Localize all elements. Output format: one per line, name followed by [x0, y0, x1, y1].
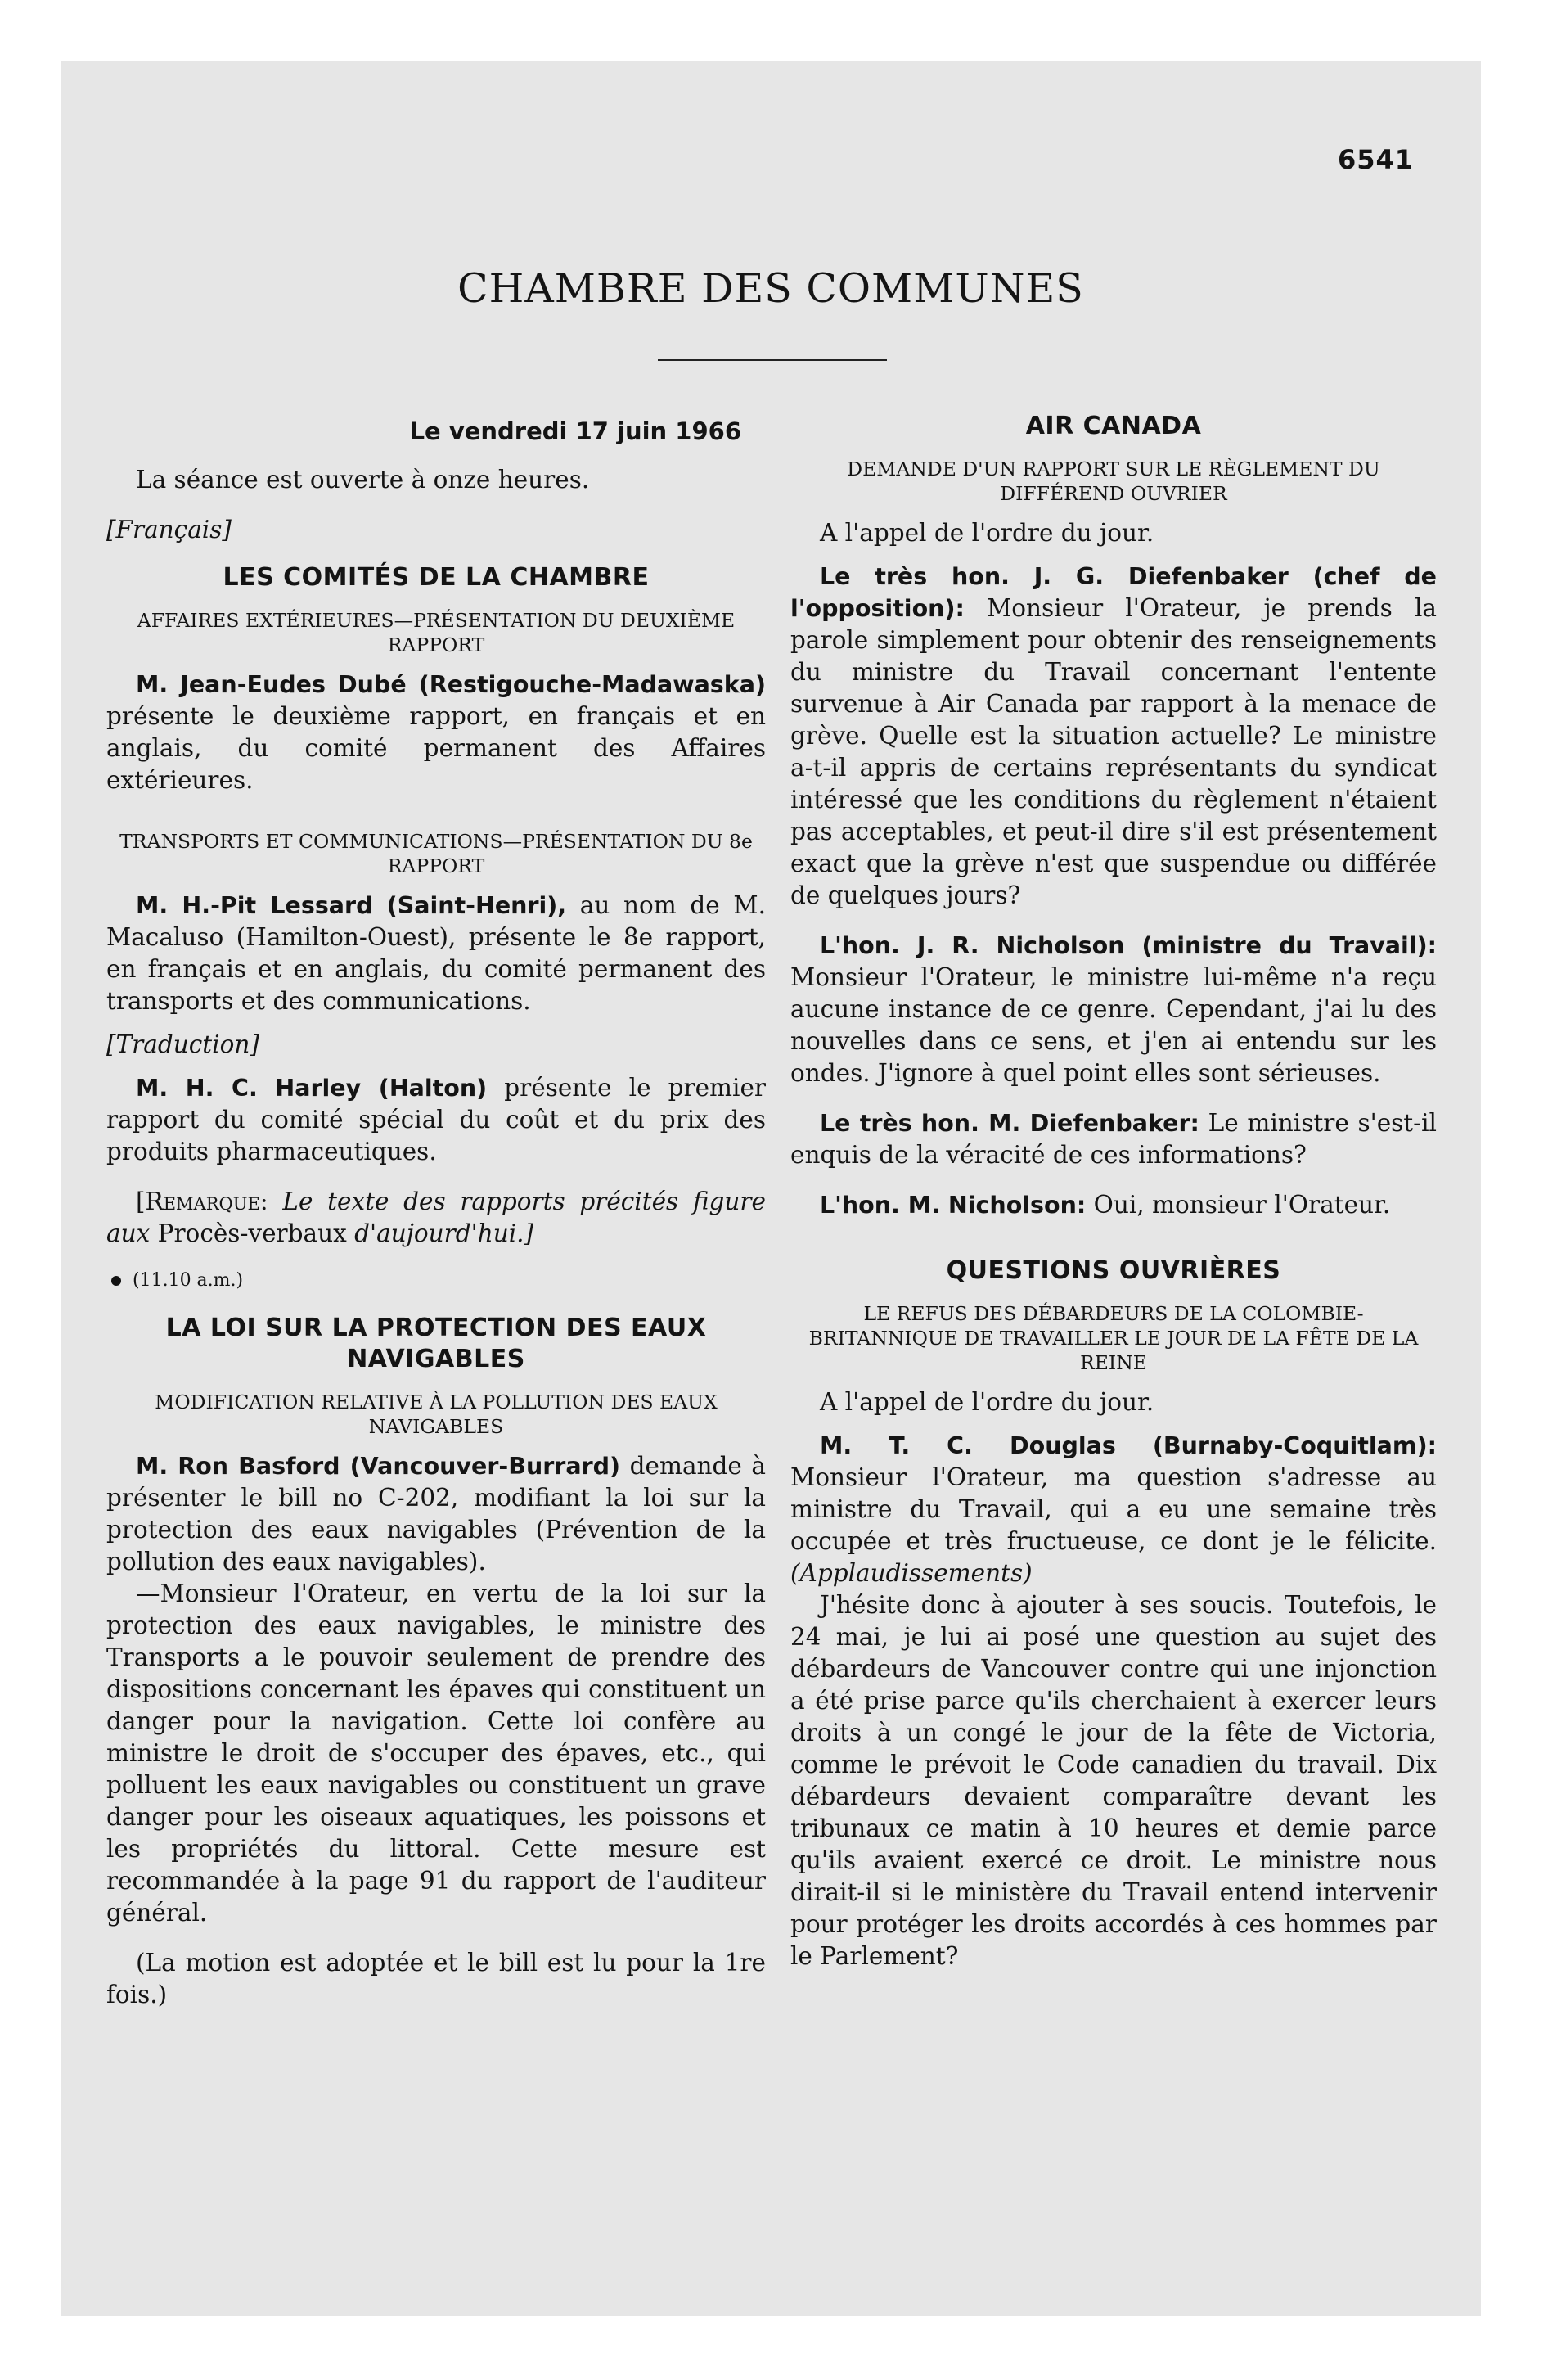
- text-basford: demande à présenter le bill no C-202, modifiant la loi sur la protection des eaux navigables (Prévention de la pollution des eaux navigables).: [106, 1452, 767, 1575]
- subheading-external-affairs: AFFAIRES EXTÉRIEURES—PRÉSENTATION DU DEUXIÈME RAPPORT: [137, 609, 736, 656]
- bullet-icon: [111, 1276, 121, 1286]
- text-nicholson: Monsieur l'Orateur, le ministre lui-même n'a reçu aucune instance de ce genre. Cependant, j'ai lu des nouvelles dans ce sens, et j'en ai entendu sur les ondes. J'ignore à quel point elles sont sérieuses.: [790, 963, 1437, 1087]
- page-title: CHAMBRE DES COMMUNES: [457, 265, 1084, 312]
- speaker-lessard: M. H.-Pit Lessard (Saint-Henri),: [136, 892, 567, 919]
- paragraph-diefenbaker-2: [790, 1107, 1437, 1171]
- paragraph-douglas-2: J'hésite donc à ajouter à ses soucis. Toutefois, le 24 mai, je lui ai posé une question au sujet des débardeurs de Vancouver contre qui une injonction a été prise parce qu'ils cherchaient à exercer leurs droits à un congé le jour de la fête de Victoria, comme le prévoit le Code canadien du travail. Dix débardeurs devaient comparaître devant les tribunaux ce matin à 10 heures et demie parce qu'ils avaient exercé ce droit. Le ministre nous dirait-il si le ministère du Travail entend intervenir pour protéger les droits accordés à ces hommes par le Parlement?: [790, 1591, 1437, 1970]
- section-heading-committees: LES COMITÉS DE LA CHAMBRE: [223, 563, 650, 592]
- subheading-labour-dispute: DEMANDE D'UN RAPPORT SUR LE RÈGLEMENT DU DIFFÉREND OUVRIER: [847, 458, 1380, 505]
- remark-note: [Remarque: Le texte des rapports précités figure aux Procès-verbaux d'aujourd'hui.]: [106, 1188, 766, 1247]
- text-douglas: Monsieur l'Orateur, ma question s'adresse au ministre du Travail, qui a eu une semaine très occupée et très fructueuse, ce dont je le félicite.: [790, 1463, 1437, 1555]
- paragraph-nicholson-2: [790, 1189, 1437, 1221]
- paragraph-douglas: [790, 1430, 1437, 1589]
- paragraph-harley: [106, 1072, 766, 1168]
- text-diefenbaker-2: Le ministre s'est-il enquis de la véracité de ces informations?: [790, 1109, 1437, 1169]
- sitting-date: Le vendredi 17 juin 1966: [409, 417, 741, 445]
- text-lessard: au nom de M. Macaluso (Hamilton-Ouest), présente le 8e rapport, en français et en anglais, du comité permanent des transports et des communications.: [106, 891, 766, 1015]
- right-column: [790, 404, 1437, 1972]
- applause-note: (Applaudissements): [790, 1559, 1033, 1587]
- page-number: 6541: [1337, 144, 1414, 175]
- paragraph-basford: [106, 1450, 766, 1578]
- text-harley: présente le premier rapport du comité spécial du coût et du prix des produits pharmaceutiques.: [106, 1074, 767, 1165]
- speaker-harley: M. H. C. Harley (Halton): [136, 1075, 488, 1102]
- order-of-day-1: A l'appel de l'ordre du jour.: [820, 519, 1154, 547]
- speaker-nicholson: L'hon. J. R. Nicholson (ministre du Travail):: [820, 932, 1437, 959]
- remark-label: Remarque:: [145, 1188, 268, 1215]
- paragraph-nicholson: [790, 930, 1437, 1089]
- page-scan: [61, 61, 1481, 2316]
- order-of-day-2: A l'appel de l'ordre du jour.: [820, 1388, 1154, 1416]
- speaker-diefenbaker: Le très hon. J. G. Diefenbaker (chef de l'opposition):: [790, 563, 1437, 622]
- text-diefenbaker: Monsieur l'Orateur, je prends la parole simplement pour obtenir des renseignements du ministre du Travail concernant l'entente survenue à Air Canada par rapport à la menace de grève. Quelle est la situation actuelle? Le ministre a-t-il appris de certains représentants du syndicat intéressé que les conditions du règlement n'étaient pas acceptables, et peut-il dire s'il est présentement exact que la grève n'est que suspendue ou différée de quelques jours?: [790, 594, 1437, 909]
- paragraph-lessard: [106, 890, 766, 1017]
- speaker-dube: M. Jean-Eudes Dubé (Restigouche-Madawaska): [136, 671, 766, 698]
- section-heading-navigable-waters: LA LOI SUR LA PROTECTION DES EAUX NAVIGABLES: [165, 1314, 707, 1373]
- section-heading-labour-questions: QUESTIONS OUVRIÈRES: [946, 1256, 1281, 1285]
- text-nicholson-2: Oui, monsieur l'Orateur.: [1086, 1191, 1391, 1219]
- subheading-transports: TRANSPORTS ET COMMUNICATIONS—PRÉSENTATION DU 8e RAPPORT: [119, 830, 753, 877]
- text-dube: présente le deuxième rapport, en français et en anglais, du comité permanent des Affaires extérieures.: [106, 702, 766, 794]
- speaker-basford: M. Ron Basford (Vancouver-Burrard): [136, 1453, 621, 1480]
- time-marker: [106, 1264, 766, 1296]
- title-divider: [658, 359, 887, 361]
- subheading-pollution: MODIFICATION RELATIVE À LA POLLUTION DES EAUX NAVIGABLES: [155, 1391, 718, 1438]
- language-marker-tr: [Traduction]: [106, 1030, 259, 1058]
- speaker-diefenbaker-2: Le très hon. M. Diefenbaker:: [820, 1110, 1199, 1137]
- paragraph-basford-speech: —Monsieur l'Orateur, en vertu de la loi sur la protection des eaux navigables, le ministre des Transports a le pouvoir seulement de prendre des dispositions concernant les épaves qui constituent un danger pour la navigation. Cette loi confère au ministre le droit de s'occuper des épaves, etc., qui polluent les eaux navigables ou constituent un grave danger pour les oiseaux aquatiques, les poissons et les propriétés du littoral. Cette mesure est recommandée à la page 91 du rapport de l'auditeur général.: [106, 1580, 766, 1927]
- paragraph-motion: (La motion est adoptée et le bill est lu pour la 1re fois.): [106, 1949, 766, 2008]
- paragraph-diefenbaker: [790, 561, 1437, 912]
- time-text: (11.10 a.m.): [133, 1270, 244, 1291]
- left-column: [106, 404, 766, 2011]
- paragraph-dube: [106, 669, 766, 796]
- subheading-longshoremen: LE REFUS DES DÉBARDEURS DE LA COLOMBIE-BRITANNIQUE DE TRAVAILLER LE JOUR DE LA FÊTE DE LA REINE: [808, 1302, 1419, 1374]
- speaker-nicholson-2: L'hon. M. Nicholson:: [820, 1192, 1087, 1219]
- opening-line: La séance est ouverte à onze heures.: [136, 466, 590, 494]
- speaker-douglas: M. T. C. Douglas (Burnaby-Coquitlam):: [820, 1432, 1437, 1459]
- section-heading-air-canada: AIR CANADA: [1025, 412, 1202, 440]
- language-marker-fr: [Français]: [106, 516, 232, 543]
